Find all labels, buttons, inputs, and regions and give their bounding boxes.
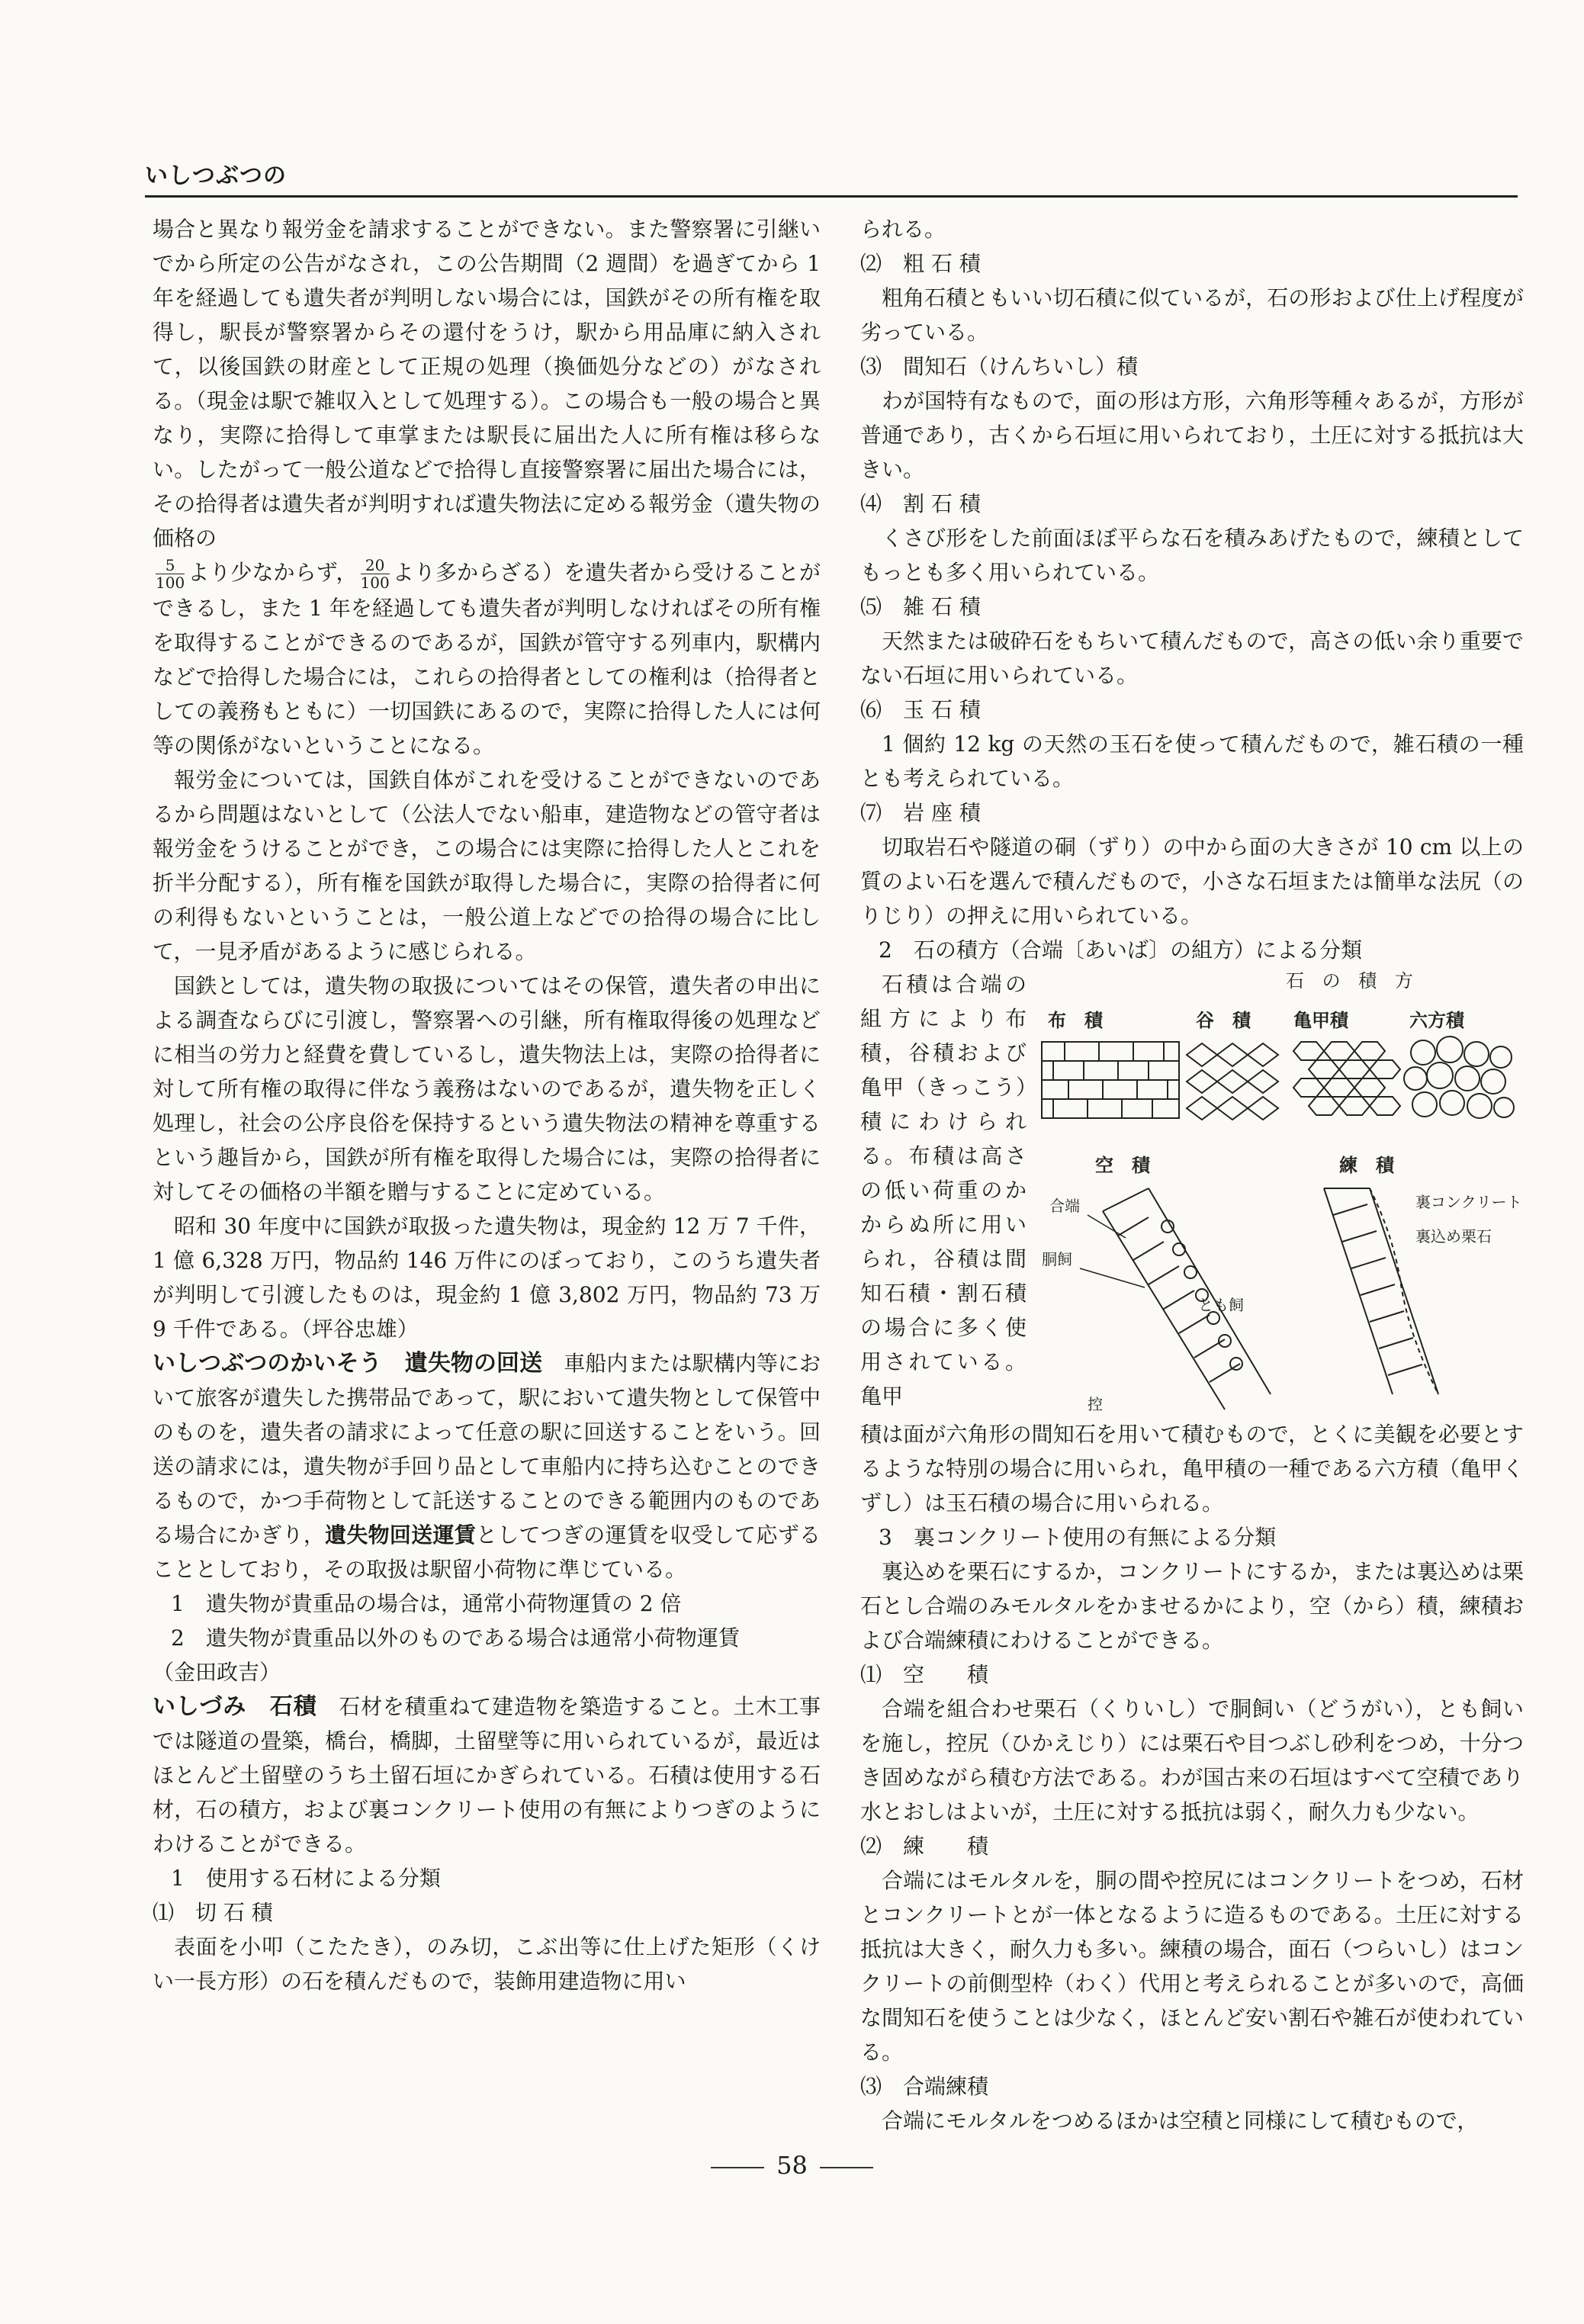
list-item: 2 遺失物が貴重品以外のものである場合は通常小荷物運賃 [171,1625,740,1651]
roppozumi-pattern [1404,1037,1514,1118]
subsection-heading: ⑶ 間知石（けんちいし）積 [860,354,1139,379]
entry-headword: いしつぶつのかいそう 遺失物の回送 [153,1350,543,1377]
subsection-heading: ⑶ 合端練積 [860,2074,989,2099]
nunozumi-pattern [1042,1042,1179,1118]
paragraph: 積は面が六角形の間知石を用いて積むもので，とくに美観を必要とするような特別の場合に用いられ，亀甲積の一種である六方積（亀甲くずし）は玉石積の場合に用いられる。 [860,1422,1524,1516]
paragraph: 場合と異なり報労金を請求することができない。また警察署に引継いでから所定の公告がなされ，この公告期間（2 週間）を過ぎてから 1 年を経過しても遺失者が判明しない場合には，国鉄がその所有権を取得し，駅長が警察署からその還付をうけ，駅から用品庫に納入されて，以後国鉄の財産として正規の処理（換価処分などの）がなされる。（現金は駅で雑収入として処理する）。この場合も一般の場合と異なり，実際に拾得して車掌または駅長に届出た人に所有権は移らない。したがって一般公道などで拾得し直接警察署に届出た場合には，その拾得者は遺失者が判明すれば遺失物法に定める報労金（遺失物の価格の [153,217,821,551]
subsection-heading: ⑺ 岩 座 積 [860,800,981,825]
paragraph: 合端を組合わせ栗石（くりいし）で胴飼い（どうがい），とも飼いを施し，控尻（ひかえじり）には栗石や目つぶし砂利をつめ，十分つき固めながら積む方法である。わが国古来の石垣はすべて空積であり水とおしはよいが，土圧に対する抵抗は弱く，耐久力も少ない。 [860,1696,1524,1824]
paragraph: くさび形をした前面ほぼ平らな石を積みあげたもので，練積としてもっとも多く用いられている。 [860,526,1524,585]
page-number: 58 [776,2151,808,2180]
paragraph: 報労金については，国鉄自体がこれを受けることができないのであるから問題はないとして（公法人でない船車，建造物などの管守者は報労金をうけることができ，この場合には実際に拾得した人とこれを折半分配する），所有権を国鉄が取得した場合に，実際の拾得者に何の利得もないということは，一般公道上などでの拾得の場合に比して，一見矛盾があるように感じられる。 [153,767,821,964]
dictionary-entry: いしつぶつのかいそう 遺失物の回送 車船内または駅構内等において旅客が遺失した携帯品であって，駅において遺失物として保管中のものを，遺失者の請求によって任意の駅に回送することをいう。回送の請求には，遺失物が手回り品として車船内に持ち込むことのできるもので，かつ手荷物として託送することのできる範囲内のものである場合にかぎり，遺失物回送運賃としてつぎの運賃を収受して応ずることとしており，その取扱は駅留小荷物に準じている。 [153,1350,821,1582]
left-column [153,212,821,1998]
tanizumi-pattern [1187,1043,1278,1120]
subsection-heading: ⑵ 練 積 [860,1834,989,1859]
footer-dash-left [711,2167,764,2168]
paragraph: わが国特有なもので，面の形は方形，六角形等種々あるが，方形が普通であり，古くから石垣に用いられており，土圧に対する抵抗は大きい。 [860,388,1524,482]
running-header: いしつぶつの [145,162,287,189]
stone-masonry-figure [1034,967,1524,1417]
paragraph: 1 個約 12 kg の天然の玉石を使って積んだもので，雑石積の一種とも考えられている。 [860,731,1524,791]
paragraph: $\frac{5}{100}$ より少なからず， $\frac{20}{100}$ より多からざる）を遺失者から受けることができるし，また 1 年を経過しても遺失者が判明しなければその所有権を取得することができるのであるが，国鉄が管守する列車内，駅構内などで拾得した場合には，これらの拾得者としての権利は（拾得者としての義務もともに）一切国鉄にあるので，実際に拾得した人には何等の関係がないということになる。 [153,556,821,758]
paragraph: 粗角石積ともいい切石積に似ているが，石の形および仕上げ程度が劣っている。 [860,285,1524,345]
figure-side-text: 石積は合端の組方により布積，谷積および亀甲（きっこう）積にわけられる。布積は高さの低い荷重のかからぬ所に用いられ，谷積は間知石積・割石積の場合に多く使用されている。亀甲 [860,972,1027,1409]
label-nerizumi: 練 積 [1339,1155,1394,1176]
subsection-heading: ⑸ 雑 石 積 [860,594,981,619]
author-credit: （金田政吉） [153,1660,281,1685]
page-footer [0,2151,1584,2180]
subsection-heading: ⑷ 割 石 積 [860,491,981,516]
paragraph: 合端にモルタルをつめるほかは空積と同様にして積むもので， [882,2108,1479,2133]
kikkozumi-pattern [1293,1042,1400,1115]
figure-title: 石 の 積 方 [1286,970,1419,992]
fraction: $\frac{20}{100}$ [360,556,390,592]
section-heading: 2 石の積方（合端〔あいば〕の組方）による分類 [879,937,1363,963]
paragraph: られる。 [860,217,946,242]
nerizumi-section [1324,1188,1438,1394]
paragraph: 切取岩石や隧道の硐（ずり）の中から面の大きさが 10 cm 以上の質のよい石を選んで積んだもので，小さな石垣または簡単な法尻（のりじり）の押えに用いられている。 [860,834,1524,928]
callout-dogai: 胴飼 [1042,1250,1072,1268]
paragraph: 裏込めを栗石にするか，コンクリートにするか，または裏込めは栗石とし合端のみモルタルをかませるかにより，空（から）積，練積および合端練積にわけることができる。 [860,1559,1524,1653]
subsection-heading: ⑴ 空 積 [860,1662,989,1687]
header-rule [145,195,1518,198]
list-item: 1 遺失物が貴重品の場合は，通常小荷物運賃の 2 倍 [171,1591,682,1616]
paragraph: 表面を小叩（こたたき），のみ切，こぶ出等に仕上げた矩形（くけい一長方形）の石を積んだもので，装飾用建造物に用い [153,1934,821,1994]
label-kikkozumi: 亀甲積 [1293,1010,1348,1031]
paragraph: 天然または破砕石をもちいて積んだもので，高さの低い余り重要でない石垣に用いられている。 [860,628,1524,688]
callout-aiba: 合端 [1049,1197,1080,1215]
label-tanizumi: 谷 積 [1196,1010,1251,1031]
label-nunozumi: 布 積 [1048,1010,1103,1031]
footer-dash-right [820,2167,873,2168]
dictionary-entry: いしづみ 石積 石材を積重ねて建造物を築造すること。土木工事では隧道の畳築，橋台，橋脚，土留壁等に用いられているが，最近はほとんど土留壁のうち土留石垣にかぎられている。石積は使用する石材，石の積方，および裏コンクリート使用の有無によりつぎのようにわけることができる。 [153,1693,821,1856]
callout-tomogai: とも飼 [1198,1296,1244,1314]
right-column [860,212,1524,2138]
callout-ura-concrete: 裏コンクリート [1415,1193,1522,1211]
label-karazumi: 空 積 [1095,1155,1150,1176]
karazumi-section [1103,1188,1271,1410]
subsection-heading: ⑴ 切 石 積 [153,1900,273,1925]
paragraph: 昭和 30 年度中に国鉄が取扱った遺失物は，現金約 12 万 7 千件，1 億 6,328 万円，物品約 146 万件にのぼっており，このうち遺失者が判明して引渡したものは，現金約 1 億 3,802 万円，物品約 73 万 9 千件である。（坪谷忠雄） [153,1213,821,1342]
subsection-heading: ⑹ 玉 石 積 [860,697,981,722]
subsection-heading: ⑵ 粗 石 積 [860,251,981,276]
paragraph: 合端にはモルタルを，胴の間や控尻にはコンクリートをつめ，石材とコンクリートとが一体となるように造るものである。土圧に対する抵抗は大きく，耐久力も多い。練積の場合，面石（つらいし）はコンクリートの前側型枠（わく）代用と考えられることが多いので，高価な間知石を使うことは少なく，ほとんど安い割石や雑石が使われている。 [860,1868,1524,2065]
entry-headword: いしづみ 石積 [153,1693,317,1720]
section-heading: 1 使用する石材による分類 [171,1866,441,1891]
callout-hikae: 控 [1088,1395,1103,1413]
section-heading: 3 裏コンクリート使用の有無による分類 [879,1525,1277,1550]
fraction: $\frac{5}{100}$ [156,556,185,592]
callout-urakome-kuriishi: 裏込め栗石 [1415,1227,1492,1246]
label-roppozumi: 六方積 [1409,1010,1464,1031]
figure-block [860,967,1524,1417]
paragraph: 国鉄としては，遺失物の取扱についてはその保管，遺失者の申出による調査ならびに引渡し，警察署への引継，所有権取得後の処理などに相当の労力と経費を費しているし，遺失物法上は，実際の拾得者に対して所有権の取得に伴なう義務はないのであるが，遺失物を正しく処理し，社会の公序良俗を保持するという遺失物法の精神を尊重するという趣旨から，国鉄が所有権を取得した場合には，実際の拾得者に対してその価格の半額を贈与することに定めている。 [153,973,821,1204]
